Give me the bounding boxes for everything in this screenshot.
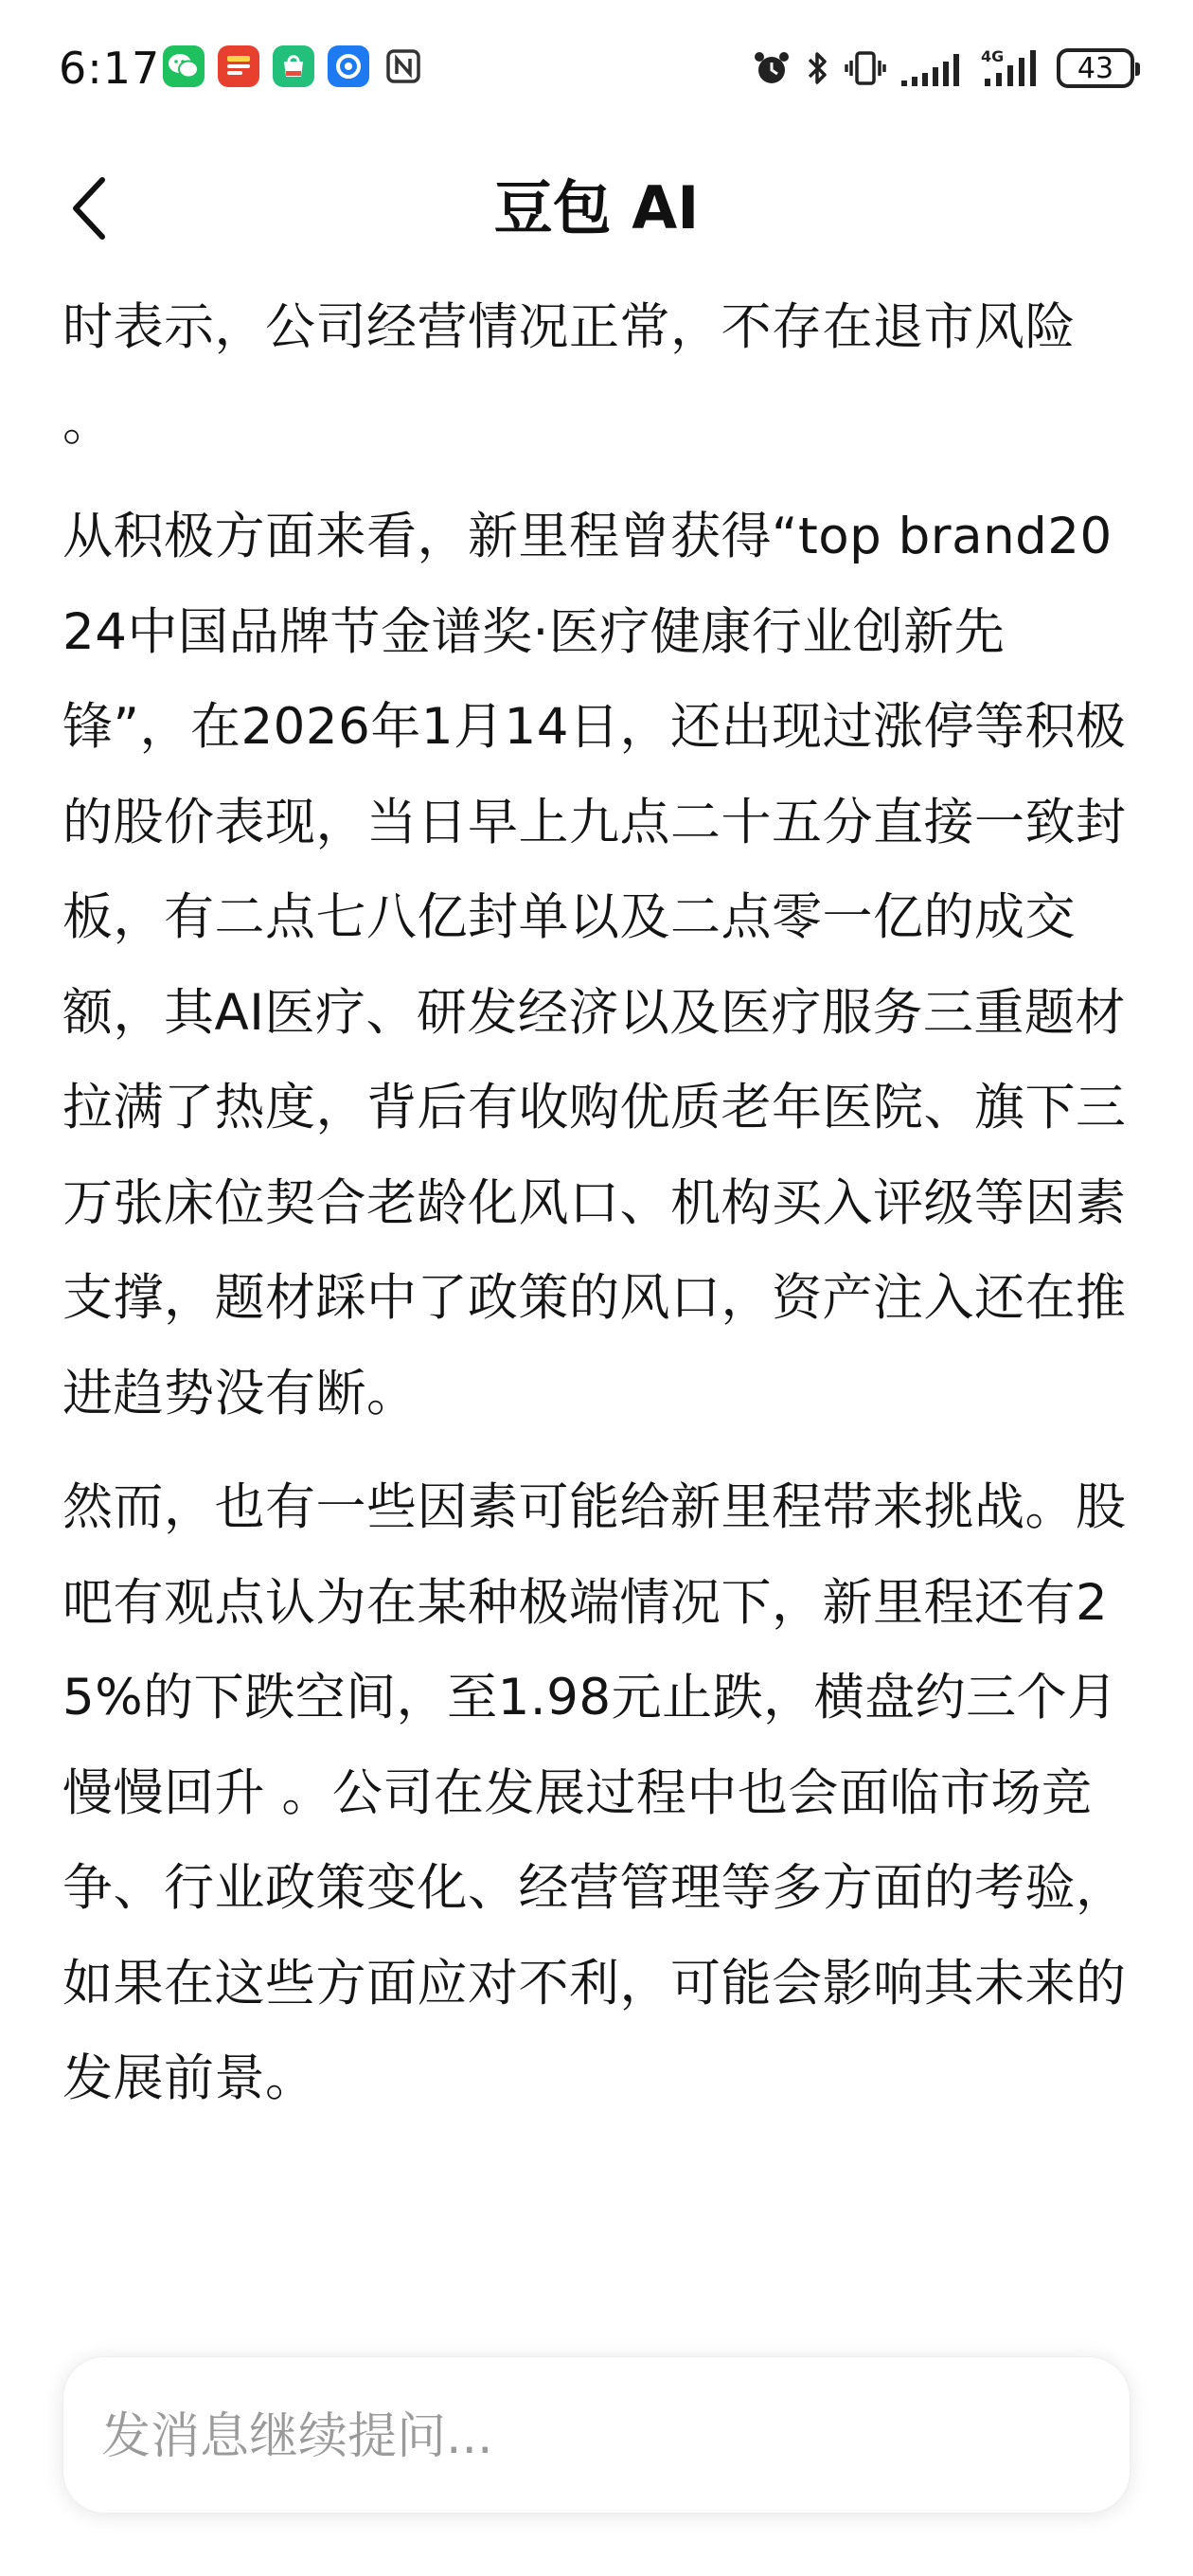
battery-icon bbox=[1057, 48, 1134, 88]
bluetooth-icon bbox=[805, 48, 831, 88]
browser-app-icon bbox=[328, 45, 369, 87]
shopping-app-icon bbox=[273, 45, 314, 87]
response-paragraph: 时表示，公司经营情况正常，不存在退市风险 。 bbox=[62, 298, 1076, 452]
ai-response-content bbox=[62, 280, 1132, 2298]
signal-4g-icon bbox=[981, 46, 1043, 90]
vibrate-icon bbox=[845, 48, 886, 88]
svg-text:4G: 4G bbox=[981, 47, 1005, 65]
battery-level: 43 bbox=[1077, 51, 1114, 85]
status-bar bbox=[0, 0, 1193, 142]
page-title: 豆包 AI bbox=[493, 173, 700, 242]
alarm-icon bbox=[752, 48, 792, 88]
wechat-icon bbox=[163, 45, 205, 87]
response-paragraph: 然而，也有一些因素可能给新里程带来挑战。股吧有观点认为在某种极端情况下，新里程还有25%的下跌空间，至1.98元止跌，横盘约三个月慢慢回升 。公司在发展过程中也会面临市场竞争、行业政策变化、经营管理等多方面的考验，如果在这些方面应对不利，可能会影响其未来的发展前景。 bbox=[62, 1478, 1127, 2107]
response-paragraph: 从积极方面来看，新里程曾获得“top brand2024中国品牌节金谱奖·医疗健康行业创新先锋”，在2026年1月14日，还出现过涨停等积极的股价表现，当日早上九点二十五分直接一致封板，有二点七八亿封单以及二点零一亿的成交额，其AI医疗、研发经济以及医疗服务三重题材拉满了热度，背后有收购优质老年医院、旗下三万张床位契合老龄化风口、机构买入评级等因素支撑，题材踩中了政策的风口，资产注入还在推进趋势没有断。 bbox=[62, 508, 1127, 1422]
nfc-icon bbox=[383, 45, 424, 87]
app-header bbox=[0, 152, 1193, 265]
message-composer bbox=[62, 2356, 1131, 2513]
message-input[interactable] bbox=[99, 2357, 1097, 2516]
signal-icon bbox=[899, 48, 968, 88]
notification-icons bbox=[163, 45, 424, 87]
system-status-icons bbox=[752, 42, 1134, 95]
news-app-icon bbox=[218, 45, 259, 87]
status-time: 6:17 bbox=[59, 43, 161, 94]
